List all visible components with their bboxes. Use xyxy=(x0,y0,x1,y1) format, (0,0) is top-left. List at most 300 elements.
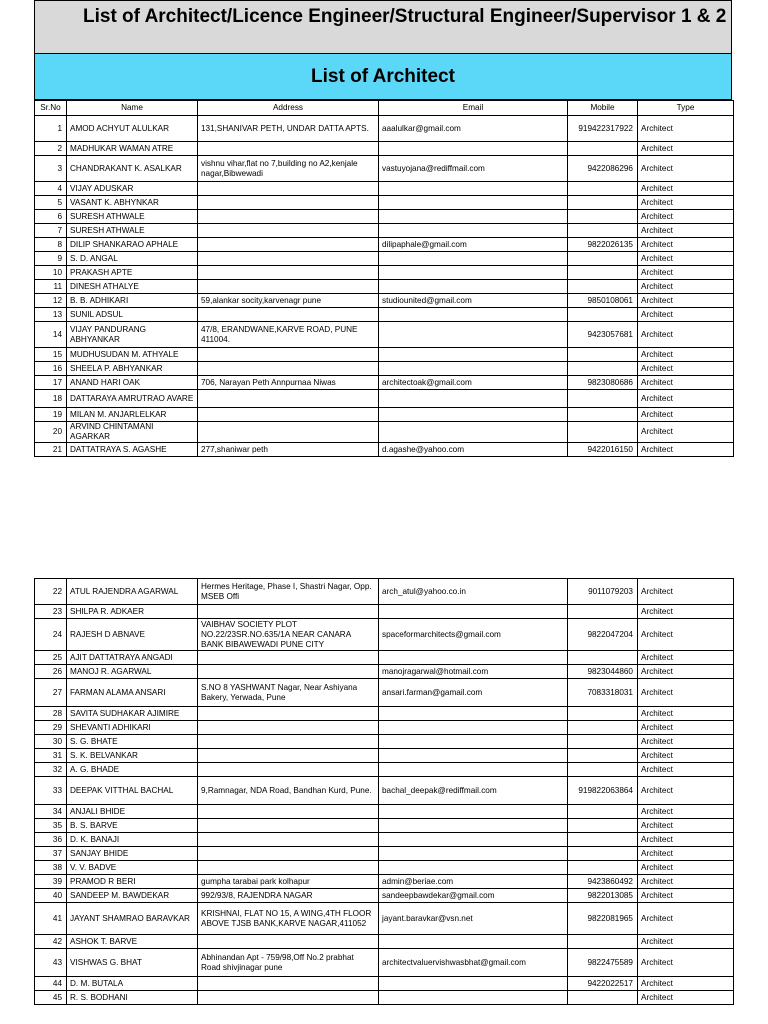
cell-email xyxy=(379,348,568,362)
cell-name: RAJESH D ABNAVE xyxy=(67,619,198,651)
col-header-name: Name xyxy=(67,101,198,116)
cell-type: Architect xyxy=(638,390,734,408)
cell-type: Architect xyxy=(638,443,734,457)
cell-address: Abhinandan Apt - 759/98,Off No.2 prabhat Road shivjinagar pune xyxy=(198,949,379,977)
cell-name: VIJAY PANDURANG ABHYANKAR xyxy=(67,322,198,348)
cell-name: ASHOK T. BARVE xyxy=(67,935,198,949)
table-header-row xyxy=(35,101,734,116)
cell-address xyxy=(198,280,379,294)
col-header-type: Type xyxy=(638,101,734,116)
cell-mobile xyxy=(568,605,638,619)
cell-mobile: 9822026135 xyxy=(568,238,638,252)
cell-address xyxy=(198,847,379,861)
cell-email xyxy=(379,977,568,991)
cell-srno: 4 xyxy=(35,182,67,196)
cell-email xyxy=(379,819,568,833)
cell-address xyxy=(198,735,379,749)
cell-srno: 6 xyxy=(35,210,67,224)
cell-mobile xyxy=(568,348,638,362)
cell-address: vishnu vihar,flat no 7,building no A2,kenjale nagar,Bibwewadi xyxy=(198,156,379,182)
table-row xyxy=(35,196,734,210)
cell-name: MANOJ R. AGARWAL xyxy=(67,665,198,679)
cell-address: VAIBHAV SOCIETY PLOT NO.22/23SR.NO.635/1A NEAR CANARA BANK BIBAWEWADI PUNE CITY xyxy=(198,619,379,651)
cell-name: SUNIL ADSUL xyxy=(67,308,198,322)
cell-address xyxy=(198,763,379,777)
cell-type: Architect xyxy=(638,875,734,889)
cell-name: CHANDRAKANT K. ASALKAR xyxy=(67,156,198,182)
table-row xyxy=(35,266,734,280)
table-row xyxy=(35,665,734,679)
table-row xyxy=(35,308,734,322)
cell-type: Architect xyxy=(638,833,734,847)
cell-srno: 15 xyxy=(35,348,67,362)
cell-address: 47/8, ERANDWANE,KARVE ROAD, PUNE 411004. xyxy=(198,322,379,348)
table-row xyxy=(35,142,734,156)
cell-mobile xyxy=(568,861,638,875)
cell-address xyxy=(198,182,379,196)
table-row xyxy=(35,847,734,861)
cell-name: DEEPAK VITTHAL BACHAL xyxy=(67,777,198,805)
cell-name: ATUL RAJENDRA AGARWAL xyxy=(67,579,198,605)
cell-name: MILAN M. ANJARLELKAR xyxy=(67,408,198,422)
cell-mobile xyxy=(568,408,638,422)
cell-address xyxy=(198,224,379,238)
cell-name: SURESH ATHWALE xyxy=(67,210,198,224)
cell-srno: 28 xyxy=(35,707,67,721)
cell-mobile: 9823044860 xyxy=(568,665,638,679)
table-row xyxy=(35,579,734,605)
cell-mobile: 9422086296 xyxy=(568,156,638,182)
cell-srno: 17 xyxy=(35,376,67,390)
cell-mobile xyxy=(568,991,638,1005)
table-row xyxy=(35,605,734,619)
cell-type: Architect xyxy=(638,238,734,252)
cell-srno: 29 xyxy=(35,721,67,735)
cell-name: SHILPA R. ADKAER xyxy=(67,605,198,619)
table-row xyxy=(35,861,734,875)
cell-name: SAVITA SUDHAKAR AJIMIRE xyxy=(67,707,198,721)
cell-mobile: 9822475589 xyxy=(568,949,638,977)
cell-name: ANAND HARI OAK xyxy=(67,376,198,390)
cell-email xyxy=(379,805,568,819)
cell-email: d.agashe@yahoo.com xyxy=(379,443,568,457)
cell-address xyxy=(198,348,379,362)
table-row xyxy=(35,991,734,1005)
cell-email xyxy=(379,182,568,196)
table-row xyxy=(35,116,734,142)
cell-srno: 1 xyxy=(35,116,67,142)
cell-srno: 45 xyxy=(35,991,67,1005)
cell-srno: 25 xyxy=(35,651,67,665)
cell-address xyxy=(198,142,379,156)
col-header-srno: Sr.No xyxy=(35,101,67,116)
cell-srno: 18 xyxy=(35,390,67,408)
table-body xyxy=(35,579,734,1005)
cell-name: SHEVANTI ADHIKARI xyxy=(67,721,198,735)
cell-type: Architect xyxy=(638,605,734,619)
col-header-mobile: Mobile xyxy=(568,101,638,116)
cell-srno: 30 xyxy=(35,735,67,749)
sheet-title: List of Architect/Licence Engineer/Structural Engineer/Supervisor 1 & 2 xyxy=(34,0,732,54)
cell-srno: 7 xyxy=(35,224,67,238)
table-row xyxy=(35,679,734,707)
cell-srno: 19 xyxy=(35,408,67,422)
cell-srno: 5 xyxy=(35,196,67,210)
cell-srno: 11 xyxy=(35,280,67,294)
cell-address xyxy=(198,935,379,949)
cell-type: Architect xyxy=(638,308,734,322)
cell-name: FARMAN ALAMA ANSARI xyxy=(67,679,198,707)
cell-mobile xyxy=(568,142,638,156)
cell-mobile xyxy=(568,224,638,238)
cell-type: Architect xyxy=(638,777,734,805)
cell-type: Architect xyxy=(638,735,734,749)
cell-mobile xyxy=(568,935,638,949)
table-row xyxy=(35,376,734,390)
table-row xyxy=(35,735,734,749)
cell-mobile: 919422317922 xyxy=(568,116,638,142)
cell-type: Architect xyxy=(638,707,734,721)
cell-mobile: 7083318031 xyxy=(568,679,638,707)
cell-type: Architect xyxy=(638,362,734,376)
cell-email: dilipaphale@gmail.com xyxy=(379,238,568,252)
cell-email: architectvaluervishwasbhat@gmail.com xyxy=(379,949,568,977)
cell-srno: 24 xyxy=(35,619,67,651)
cell-srno: 40 xyxy=(35,889,67,903)
cell-name: VIJAY ADUSKAR xyxy=(67,182,198,196)
cell-name: B. B. ADHIKARI xyxy=(67,294,198,308)
cell-type: Architect xyxy=(638,182,734,196)
cell-mobile xyxy=(568,252,638,266)
table-row xyxy=(35,889,734,903)
table-row xyxy=(35,707,734,721)
cell-email xyxy=(379,308,568,322)
cell-email: ansari.farman@gamail.com xyxy=(379,679,568,707)
cell-type: Architect xyxy=(638,280,734,294)
cell-email: bachal_deepak@rediffmail.com xyxy=(379,777,568,805)
cell-name: DATTATRAYA S. AGASHE xyxy=(67,443,198,457)
cell-mobile xyxy=(568,721,638,735)
cell-srno: 16 xyxy=(35,362,67,376)
cell-name: D. K. BANAJI xyxy=(67,833,198,847)
table-row xyxy=(35,949,734,977)
table-body xyxy=(35,116,734,457)
cell-address xyxy=(198,665,379,679)
cell-name: VASANT K. ABHYNKAR xyxy=(67,196,198,210)
cell-address: 131,SHANIVAR PETH, UNDAR DATTA APTS. xyxy=(198,116,379,142)
cell-srno: 33 xyxy=(35,777,67,805)
cell-type: Architect xyxy=(638,252,734,266)
table-row xyxy=(35,322,734,348)
cell-email xyxy=(379,991,568,1005)
cell-address xyxy=(198,977,379,991)
cell-address xyxy=(198,991,379,1005)
cell-address xyxy=(198,749,379,763)
table-row xyxy=(35,763,734,777)
table-row xyxy=(35,805,734,819)
cell-name: S. G. BHATE xyxy=(67,735,198,749)
cell-type: Architect xyxy=(638,294,734,308)
cell-type: Architect xyxy=(638,422,734,443)
table-row xyxy=(35,749,734,763)
cell-mobile xyxy=(568,735,638,749)
cell-type: Architect xyxy=(638,847,734,861)
cell-mobile xyxy=(568,182,638,196)
cell-mobile: 9422022517 xyxy=(568,977,638,991)
cell-type: Architect xyxy=(638,665,734,679)
table-row xyxy=(35,294,734,308)
table-row xyxy=(35,280,734,294)
cell-mobile xyxy=(568,210,638,224)
cell-name: B. S. BARVE xyxy=(67,819,198,833)
cell-name: A. G. BHADE xyxy=(67,763,198,777)
cell-email xyxy=(379,721,568,735)
cell-name: PRAMOD R BERI xyxy=(67,875,198,889)
cell-address: 9,Ramnagar, NDA Road, Bandhan Kurd, Pune. xyxy=(198,777,379,805)
cell-srno: 3 xyxy=(35,156,67,182)
cell-srno: 21 xyxy=(35,443,67,457)
cell-name: DILIP SHANKARAO APHALE xyxy=(67,238,198,252)
cell-address: KRISHNAI, FLAT NO 15, A WING,4TH FLOOR ABOVE TJSB BANK,KARVE NAGAR,411052 xyxy=(198,903,379,935)
cell-address: S.NO 8 YASHWANT Nagar, Near Ashiyana Bakery, Yerwada, Pune xyxy=(198,679,379,707)
cell-srno: 34 xyxy=(35,805,67,819)
cell-srno: 20 xyxy=(35,422,67,443)
cell-email: architectoak@gmail.com xyxy=(379,376,568,390)
table-row xyxy=(35,651,734,665)
cell-email xyxy=(379,266,568,280)
cell-type: Architect xyxy=(638,749,734,763)
cell-name: VISHWAS G. BHAT xyxy=(67,949,198,977)
table-row xyxy=(35,721,734,735)
cell-name: MUDHUSUDAN M. ATHYALE xyxy=(67,348,198,362)
cell-mobile xyxy=(568,805,638,819)
cell-email xyxy=(379,749,568,763)
cell-email xyxy=(379,390,568,408)
cell-mobile xyxy=(568,390,638,408)
cell-srno: 41 xyxy=(35,903,67,935)
cell-address xyxy=(198,707,379,721)
cell-srno: 43 xyxy=(35,949,67,977)
cell-address xyxy=(198,210,379,224)
cell-name: SANDEEP M. BAWDEKAR xyxy=(67,889,198,903)
cell-type: Architect xyxy=(638,579,734,605)
cell-name: PRAKASH APTE xyxy=(67,266,198,280)
cell-name: R. S. BODHANI xyxy=(67,991,198,1005)
cell-mobile xyxy=(568,308,638,322)
cell-address xyxy=(198,605,379,619)
cell-email xyxy=(379,252,568,266)
cell-type: Architect xyxy=(638,196,734,210)
cell-name: AJIT DATTATRAYA ANGADI xyxy=(67,651,198,665)
cell-email: vastuyojana@rediffmail.com xyxy=(379,156,568,182)
cell-email: manojragarwal@hotmail.com xyxy=(379,665,568,679)
cell-type: Architect xyxy=(638,619,734,651)
cell-srno: 22 xyxy=(35,579,67,605)
cell-mobile xyxy=(568,847,638,861)
cell-name: ARVIND CHINTAMANI AGARKAR xyxy=(67,422,198,443)
cell-srno: 12 xyxy=(35,294,67,308)
cell-type: Architect xyxy=(638,679,734,707)
cell-srno: 32 xyxy=(35,763,67,777)
cell-email: admin@beriae.com xyxy=(379,875,568,889)
cell-mobile: 9850108061 xyxy=(568,294,638,308)
cell-email xyxy=(379,651,568,665)
cell-mobile: 9823080686 xyxy=(568,376,638,390)
col-header-email: Email xyxy=(379,101,568,116)
table-row xyxy=(35,252,734,266)
cell-type: Architect xyxy=(638,977,734,991)
cell-srno: 38 xyxy=(35,861,67,875)
cell-email: arch_atul@yahoo.co.in xyxy=(379,579,568,605)
cell-type: Architect xyxy=(638,322,734,348)
cell-mobile: 9822013085 xyxy=(568,889,638,903)
cell-type: Architect xyxy=(638,116,734,142)
cell-mobile xyxy=(568,196,638,210)
cell-email xyxy=(379,935,568,949)
cell-name: SHEELA P. ABHYANKAR xyxy=(67,362,198,376)
cell-email xyxy=(379,735,568,749)
cell-srno: 13 xyxy=(35,308,67,322)
table-row xyxy=(35,875,734,889)
cell-email xyxy=(379,196,568,210)
cell-email xyxy=(379,322,568,348)
cell-srno: 2 xyxy=(35,142,67,156)
cell-email: aaalulkar@gmail.com xyxy=(379,116,568,142)
cell-email xyxy=(379,362,568,376)
table-row xyxy=(35,362,734,376)
cell-address xyxy=(198,238,379,252)
cell-email: sandeepbawdekar@gmail.com xyxy=(379,889,568,903)
cell-name: DINESH ATHALYE xyxy=(67,280,198,294)
cell-type: Architect xyxy=(638,651,734,665)
cell-email xyxy=(379,847,568,861)
cell-mobile xyxy=(568,280,638,294)
cell-email xyxy=(379,833,568,847)
table-row xyxy=(35,210,734,224)
cell-mobile: 9423057681 xyxy=(568,322,638,348)
cell-address xyxy=(198,308,379,322)
cell-mobile xyxy=(568,833,638,847)
cell-type: Architect xyxy=(638,266,734,280)
table-row xyxy=(35,182,734,196)
cell-email xyxy=(379,408,568,422)
cell-name: ANJALI BHIDE xyxy=(67,805,198,819)
cell-address: gumpha tarabai park kolhapur xyxy=(198,875,379,889)
cell-mobile xyxy=(568,362,638,376)
architect-table-1 xyxy=(34,100,734,457)
cell-email xyxy=(379,763,568,777)
table-row xyxy=(35,935,734,949)
cell-address xyxy=(198,819,379,833)
cell-srno: 36 xyxy=(35,833,67,847)
cell-mobile xyxy=(568,819,638,833)
cell-email xyxy=(379,280,568,294)
cell-type: Architect xyxy=(638,991,734,1005)
cell-name: DATTARAYA AMRUTRAO AVARE xyxy=(67,390,198,408)
table-row xyxy=(35,422,734,443)
cell-type: Architect xyxy=(638,935,734,949)
cell-srno: 44 xyxy=(35,977,67,991)
cell-email xyxy=(379,224,568,238)
cell-name: SURESH ATHWALE xyxy=(67,224,198,238)
cell-address xyxy=(198,721,379,735)
cell-email xyxy=(379,142,568,156)
cell-mobile: 9423860492 xyxy=(568,875,638,889)
cell-srno: 27 xyxy=(35,679,67,707)
cell-type: Architect xyxy=(638,348,734,362)
cell-mobile: 9422016150 xyxy=(568,443,638,457)
cell-email xyxy=(379,422,568,443)
cell-address xyxy=(198,362,379,376)
architect-table-2 xyxy=(34,578,734,1005)
table-row xyxy=(35,619,734,651)
cell-address xyxy=(198,390,379,408)
cell-name: S. D. ANGAL xyxy=(67,252,198,266)
table-row xyxy=(35,348,734,362)
cell-address: 277,shaniwar peth xyxy=(198,443,379,457)
cell-srno: 31 xyxy=(35,749,67,763)
table-row xyxy=(35,408,734,422)
cell-mobile xyxy=(568,422,638,443)
table-row xyxy=(35,443,734,457)
cell-address xyxy=(198,833,379,847)
cell-name: D. M. BUTALA xyxy=(67,977,198,991)
cell-address xyxy=(198,422,379,443)
cell-type: Architect xyxy=(638,889,734,903)
cell-mobile xyxy=(568,707,638,721)
cell-email xyxy=(379,210,568,224)
cell-mobile xyxy=(568,651,638,665)
cell-srno: 10 xyxy=(35,266,67,280)
cell-mobile xyxy=(568,763,638,777)
cell-address xyxy=(198,651,379,665)
cell-address xyxy=(198,805,379,819)
cell-srno: 14 xyxy=(35,322,67,348)
cell-address xyxy=(198,861,379,875)
cell-name: JAYANT SHAMRAO BARAVKAR xyxy=(67,903,198,935)
cell-type: Architect xyxy=(638,949,734,977)
cell-mobile: 919822063864 xyxy=(568,777,638,805)
cell-address xyxy=(198,408,379,422)
cell-address: 992/93/8, RAJENDRA NAGAR xyxy=(198,889,379,903)
cell-srno: 26 xyxy=(35,665,67,679)
cell-mobile: 9822047204 xyxy=(568,619,638,651)
cell-srno: 23 xyxy=(35,605,67,619)
cell-name: AMOD ACHYUT ALULKAR xyxy=(67,116,198,142)
cell-address: Hermes Heritage, Phase I, Shastri Nagar, Opp. MSEB Offi xyxy=(198,579,379,605)
cell-type: Architect xyxy=(638,805,734,819)
table-row xyxy=(35,977,734,991)
cell-email: jayant.baravkar@vsn.net xyxy=(379,903,568,935)
cell-email: spaceformarchitects@gmail.com xyxy=(379,619,568,651)
cell-address: 59,alankar socity,karvenagr pune xyxy=(198,294,379,308)
cell-email: studiounited@gmail.com xyxy=(379,294,568,308)
cell-srno: 37 xyxy=(35,847,67,861)
table-row xyxy=(35,156,734,182)
cell-type: Architect xyxy=(638,376,734,390)
cell-type: Architect xyxy=(638,721,734,735)
col-header-address: Address xyxy=(198,101,379,116)
cell-name: S. K. BELVANKAR xyxy=(67,749,198,763)
cell-type: Architect xyxy=(638,861,734,875)
section-title: List of Architect xyxy=(34,54,732,100)
cell-address xyxy=(198,266,379,280)
cell-srno: 9 xyxy=(35,252,67,266)
cell-srno: 42 xyxy=(35,935,67,949)
cell-name: SANJAY BHIDE xyxy=(67,847,198,861)
cell-address: 706, Narayan Peth Annpurnaa Niwas xyxy=(198,376,379,390)
cell-name: MADHUKAR WAMAN ATRE xyxy=(67,142,198,156)
